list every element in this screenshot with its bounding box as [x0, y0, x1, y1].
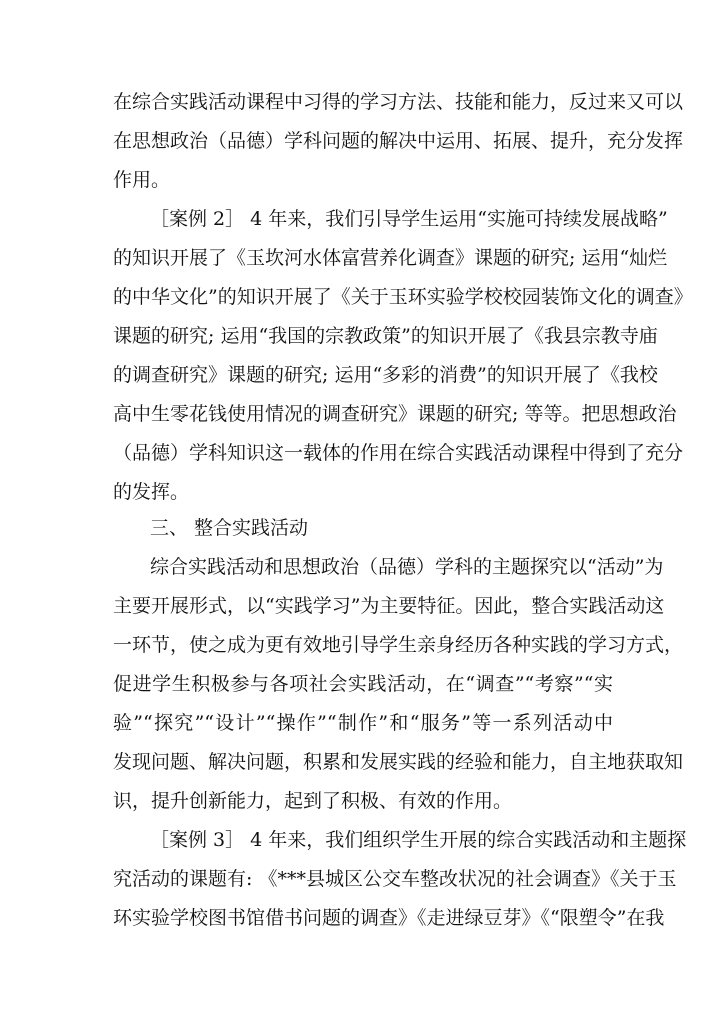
text-line-17: 验”“探究”“设计”“操作”“制作”和“服务”等一系列活动中 — [113, 712, 613, 734]
text-line-13: 综合实践活动和思想政治（品德）学科的主题探究以“活动”为 — [150, 556, 664, 578]
text-line-2: 在思想政治（品德）学科问题的解决中运用、拓展、提升，充分发挥 — [113, 130, 684, 152]
case-3-heading-line: ［案例 3］ 4 年来，我们组织学生开展的综合实践活动和主题探 — [150, 829, 687, 851]
case-2-heading-line: ［案例 2］ 4 年来，我们引导学生运用“实施可持续发展战略” — [150, 208, 668, 230]
text-line-7: 课题的研究; 运用“我国的宗教政策”的知识开展了《我县宗教寺庙 — [113, 325, 658, 347]
text-line-14: 主要开展形式，以“实践学习”为主要特征。因此，整合实践活动这 — [113, 595, 665, 617]
text-line-10: （品德）学科知识这一载体的作用在综合实践活动课程中得到了充分 — [113, 442, 684, 464]
text-line-1: 在综合实践活动课程中习得的学习方法、技能和能力，反过来又可以 — [113, 91, 684, 113]
text-line-22: 环实验学校图书馆借书问题的调查》《走进绿豆芽》《“限塑令”在我 — [113, 907, 665, 929]
text-line-19: 识，提升创新能力，起到了积极、有效的作用。 — [113, 790, 513, 812]
text-line-16: 促进学生积极参与各项社会实践活动，在“调查”“考察”“实 — [113, 673, 613, 695]
text-line-5: 的知识开展了《玉坎河水体富营养化调查》课题的研究; 运用“灿烂 — [113, 247, 668, 269]
text-line-6: 的中华文化”的知识开展了《关于玉环实验学校校园装饰文化的调查》 — [113, 286, 693, 308]
text-line-21: 究活动的课题有: 《***县城区公交车整改状况的社会调查》《关于玉 — [113, 868, 677, 890]
text-line-15: 一环节，使之成为更有效地引导学生亲身经历各种实践的学习方式， — [113, 634, 684, 656]
section-three-heading: 三、 整合实践活动 — [150, 517, 309, 539]
text-line-3: 作用。 — [113, 169, 171, 191]
text-line-18: 发现问题、解决问题，积累和发展实践的经验和能力，自主地获取知 — [113, 751, 684, 773]
text-line-11: 的发挥。 — [113, 481, 190, 503]
text-line-8: 的调查研究》课题的研究; 运用“多彩的消费”的知识开展了《我校 — [113, 364, 658, 386]
text-line-9: 高中生零花钱使用情况的调查研究》课题的研究; 等等。把思想政治 — [113, 403, 677, 425]
